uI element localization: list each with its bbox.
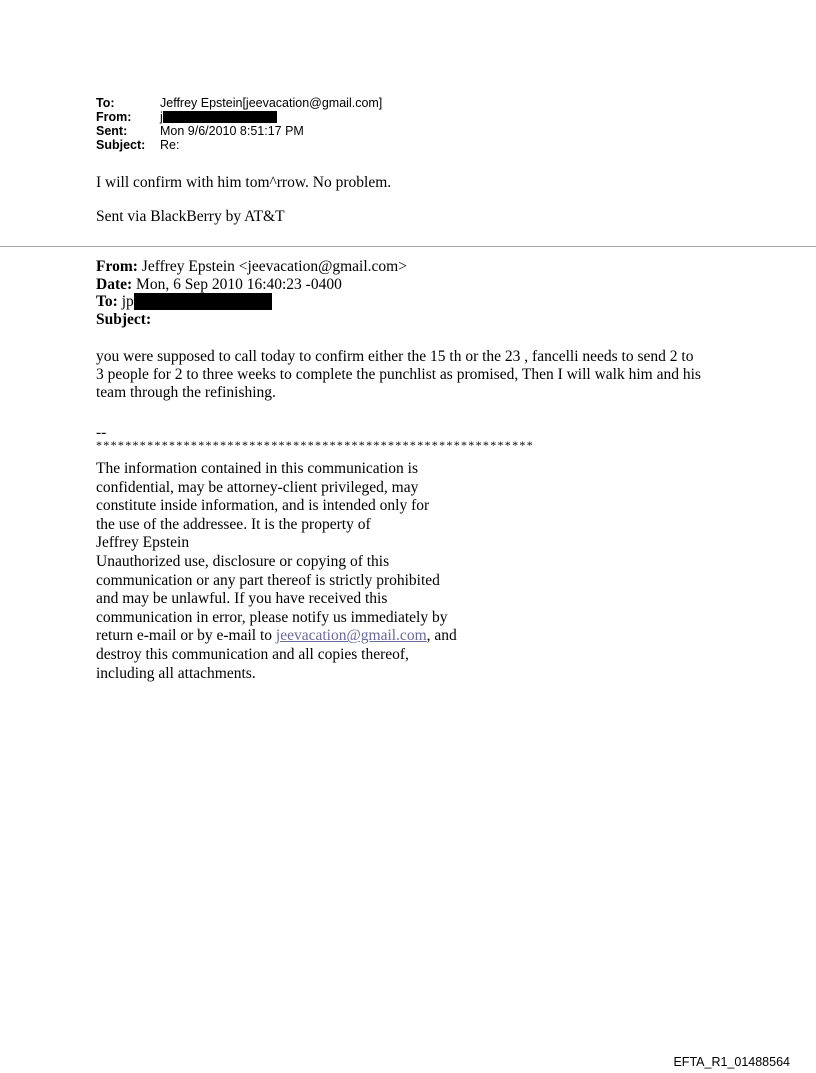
email-header bbox=[96, 96, 382, 152]
original-date-label: Date: bbox=[96, 275, 133, 293]
subject-value: Re: bbox=[160, 138, 180, 152]
disclaimer-line: and may be unlawful. If you have received this bbox=[96, 590, 388, 608]
document-id: EFTA_R1_01488564 bbox=[673, 1055, 790, 1069]
redaction-box bbox=[163, 111, 277, 123]
original-body-line: 3 people for 2 to three weeks to complete the punchlist as promised, Then I will walk him and his bbox=[96, 366, 701, 383]
return-prefix: return e-mail or by e-mail to bbox=[96, 627, 276, 645]
original-date-row bbox=[96, 276, 407, 294]
header-from-row bbox=[96, 110, 382, 124]
original-to-value-partial: jp bbox=[117, 293, 134, 310]
disclaimer-line: constitute inside information, and is intended only for bbox=[96, 497, 430, 515]
original-body-line: you were supposed to call today to confirm either the 15 th or the 23 , fancelli needs to send 2 to bbox=[96, 348, 694, 365]
disclaimer-line: Jeffrey Epstein bbox=[96, 534, 190, 552]
original-body bbox=[96, 348, 736, 402]
original-to-label: To: bbox=[96, 293, 118, 310]
original-from-value: Jeffrey Epstein <jeevacation@gmail.com> bbox=[137, 258, 407, 275]
sent-value: Mon 9/6/2010 8:51:17 PM bbox=[160, 124, 304, 138]
from-value-partial: j bbox=[160, 110, 163, 124]
sent-label: Sent: bbox=[96, 124, 128, 138]
original-subject-row bbox=[96, 311, 407, 329]
disclaimer-line: including all attachments. bbox=[96, 664, 256, 682]
email-link[interactable]: jeevacation@gmail.com bbox=[275, 627, 427, 645]
reply-signature bbox=[96, 208, 285, 226]
original-from-label: From: bbox=[96, 258, 138, 275]
disclaimer-line: communication in error, please notify us immediately by bbox=[96, 608, 448, 626]
disclaimer-line: confidential, may be attorney-client privileged, may bbox=[96, 478, 419, 496]
to-label: To: bbox=[96, 96, 115, 110]
from-label: From: bbox=[96, 110, 132, 124]
disclaimer-line: The information contained in this communication is bbox=[96, 460, 418, 477]
to-value: Jeffrey Epstein[jeevacation@gmail.com] bbox=[160, 96, 383, 110]
disclaimer-line: destroy this communication and all copies thereof, bbox=[96, 645, 409, 663]
original-header bbox=[96, 258, 407, 328]
signature-dashes: -- bbox=[96, 424, 107, 441]
original-subject-label: Subject: bbox=[96, 310, 152, 328]
disclaimer-return-line bbox=[96, 627, 457, 646]
subject-label: Subject: bbox=[96, 138, 146, 152]
header-to-row bbox=[96, 96, 382, 110]
disclaimer-line: Unauthorized use, disclosure or copying of this bbox=[96, 552, 390, 570]
from-value bbox=[160, 110, 277, 124]
redaction-box bbox=[134, 293, 272, 310]
header-sent-row bbox=[96, 124, 382, 138]
original-from-row bbox=[96, 258, 407, 276]
disclaimer-line: the use of the addressee. It is the property of bbox=[96, 515, 371, 533]
reply-text: I will confirm with him tom^rrow. No problem. bbox=[96, 174, 392, 191]
message-divider bbox=[0, 246, 816, 247]
reply-signature-text: Sent via BlackBerry by AT&T bbox=[96, 208, 285, 225]
disclaimer bbox=[96, 460, 457, 683]
original-to-row bbox=[96, 293, 407, 311]
signature-stars: ************************************************************ bbox=[96, 438, 534, 452]
original-body-line: team through the refinishing. bbox=[96, 384, 276, 401]
reply-body bbox=[96, 174, 391, 192]
return-suffix: , and bbox=[426, 627, 457, 645]
disclaimer-line: communication or any part thereof is strictly prohibited bbox=[96, 571, 440, 589]
original-date-value: Mon, 6 Sep 2010 16:40:23 -0400 bbox=[132, 275, 342, 293]
header-subject-row bbox=[96, 138, 382, 152]
